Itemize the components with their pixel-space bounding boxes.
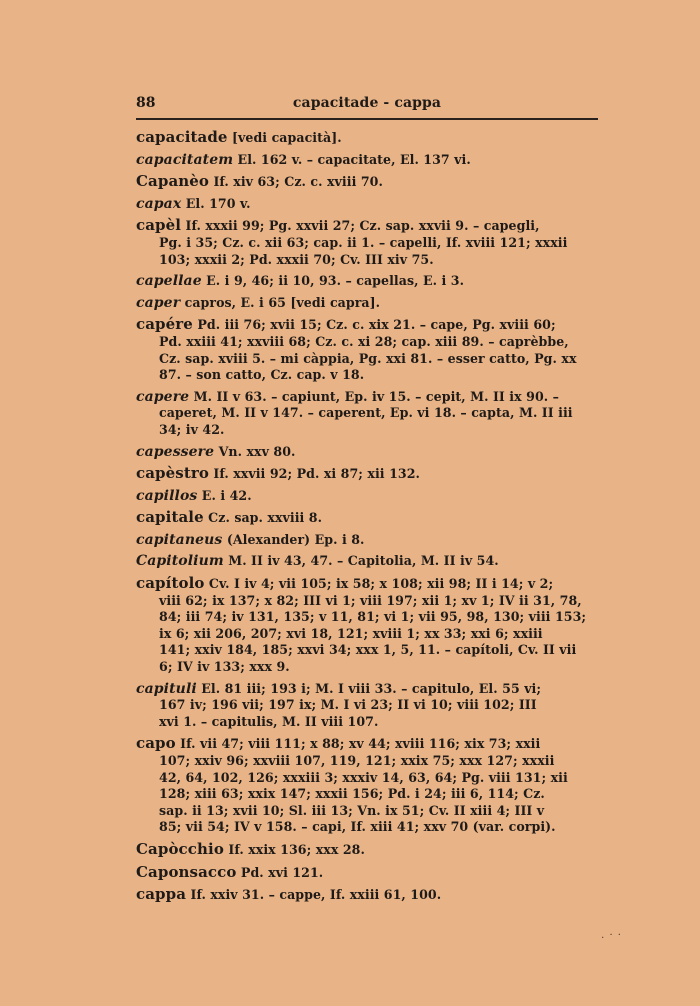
- entry-text-line: 6; IV iv 133; xxx 9.: [159, 659, 290, 675]
- entry-text-line: ix 6; xii 206, 207; xvi 18, 121; xviii 1; xx 33; xxi 6; xxiii: [159, 625, 543, 641]
- entry-text-line: capros, E. i 65 [vedi capra].: [180, 294, 381, 310]
- page-number: 88: [136, 95, 156, 111]
- entry-text-line: Pd. xvi 121.: [236, 864, 324, 880]
- dictionary-entry: [136, 886, 598, 904]
- dictionary-entry: [136, 129, 598, 147]
- entry-headword: capitaneus: [136, 531, 223, 548]
- dictionary-entry: [136, 444, 598, 461]
- dictionary-entry: [136, 575, 598, 676]
- dictionary-entry: [136, 196, 598, 213]
- dictionary-entry: [136, 173, 598, 191]
- entry-headword: Capitolium: [136, 553, 224, 570]
- entry-headword: cappa: [136, 885, 187, 904]
- entry-text-line: 87. – son catto, Cz. cap. v 18.: [159, 367, 365, 383]
- entry-text-line: E. i 42.: [197, 487, 252, 503]
- entry-headword: caper: [136, 294, 181, 311]
- entry-text-line: caperet, M. II v 147. – caperent, Ep. vi 18. – capta, M. II iii: [159, 405, 573, 421]
- entry-headword: capitale: [136, 508, 204, 527]
- entry-text-line: Cv. I iv 4; vii 105; ix 58; x 108; xii 98; II i 14; v 2;: [204, 576, 554, 592]
- entry-text-line: (Alexander) Ep. i 8.: [222, 531, 365, 547]
- entry-text-line: Cz. sap. xviii 5. – mi càppia, Pg. xxi 81. – esser catto, Pg. xx: [159, 350, 577, 366]
- entry-text-line: xvi 1. – capitulis, M. II viii 107.: [159, 713, 379, 729]
- header-rule: [136, 118, 598, 120]
- entry-headword: capere: [136, 388, 190, 405]
- entry-text-line: 42, 64, 102, 126; xxxiii 3; xxxiv 14, 63, 64; Pg. viii 131; xii: [159, 769, 568, 785]
- entry-text-line: 84; iii 74; iv 131, 135; v 11, 81; vi 1; vii 95, 98, 130; viii 153;: [159, 609, 587, 625]
- entry-text-line: El. 162 v. – capacitate, El. 137 vi.: [233, 151, 471, 167]
- entry-text-line: Vn. xxv 80.: [214, 443, 296, 459]
- entry-headword: Capòcchio: [136, 839, 224, 858]
- entry-text-line: Cz. sap. xxviii 8.: [203, 510, 323, 526]
- entry-headword: capèstro: [136, 464, 209, 483]
- dictionary-entry: [136, 681, 598, 731]
- entry-text-line: If. xiv 63; Cz. c. xviii 70.: [209, 174, 383, 190]
- running-title: capacitade - cappa: [292, 95, 442, 111]
- entry-text-line: E. i 9, 46; ii 10, 93. – capellas, E. i 3.: [201, 273, 465, 289]
- entry-headword: capellae: [136, 273, 202, 290]
- entry-text-line: If. xxiv 31. – cappe, If. xxiii 61, 100.: [186, 887, 442, 903]
- entry-text-line: 34; iv 42.: [159, 421, 225, 437]
- entry-text-line: El. 170 v.: [181, 195, 251, 211]
- entry-text-line: 107; xxiv 96; xxviii 107, 119, 121; xxix 75; xxx 127; xxxii: [159, 753, 555, 768]
- entry-headword: capítolo: [136, 574, 205, 593]
- entry-text-line: If. xxxii 99; Pg. xxvii 27; Cz. sap. xxvii 9. – capegli,: [181, 218, 540, 234]
- dictionary-entry: [136, 316, 598, 383]
- entry-headword: capax: [136, 195, 182, 212]
- entry-headword: capére: [136, 315, 193, 334]
- entry-text-line: Pd. xxiii 41; xxviii 68; Cz. c. xi 28; cap. xiii 89. – caprèbbe,: [159, 333, 569, 349]
- entry-list: [136, 129, 598, 909]
- dictionary-entry: [136, 273, 598, 290]
- entry-text-line: 85; vii 54; IV v 158. – capi, If. xiii 41; xxv 70 (var. corpi).: [159, 819, 556, 835]
- dictionary-entry: [136, 841, 598, 859]
- entry-text-line: 128; xiii 63; xxix 147; xxxii 156; Pd. i 24; iii 6, 114; Cz.: [159, 786, 545, 802]
- entry-text-line: viii 62; ix 137; x 82; III vi 1; viii 197; xii 1; xv 1; IV ii 31, 78,: [159, 592, 582, 608]
- dictionary-entry: [136, 465, 598, 483]
- entry-text-line: El. 81 iii; 193 i; M. I viii 33. – capitulo, El. 55 vi;: [196, 680, 542, 696]
- entry-text-line: If. xxix 136; xxx 28.: [223, 841, 365, 857]
- entry-text-line: If. xxvii 92; Pd. xi 87; xii 132.: [208, 466, 420, 482]
- dictionary-entry: [136, 295, 598, 312]
- dictionary-entry: [136, 152, 598, 169]
- entry-text-line: [vedi capacità].: [227, 130, 342, 145]
- entry-text-line: Pd. iii 76; xvii 15; Cz. c. xix 21. – cape, Pg. xviii 60;: [192, 317, 556, 333]
- dictionary-entry: [136, 735, 598, 836]
- entry-text-line: M. II v 63. – capiunt, Ep. iv 15. – cepit, M. II ix 90. –: [189, 388, 559, 404]
- entry-headword: Capanèo: [136, 172, 210, 191]
- dictionary-entry: [136, 488, 598, 505]
- entry-text-line: M. II iv 43, 47. – Capitolia, M. II iv 54.: [223, 553, 499, 569]
- entry-text-line: Pg. i 35; Cz. c. xii 63; cap. ii 1. – capelli, If. xviii 121; xxxii: [159, 234, 568, 250]
- dictionary-entry: [136, 864, 598, 882]
- scan-speck: . · ·: [601, 930, 622, 941]
- entry-text-line: sap. ii 13; xvii 10; Sl. iii 13; Vn. ix 51; Cv. II xiii 4; III v: [159, 802, 545, 818]
- entry-text-line: If. vii 47; viii 111; x 88; xv 44; xviii 116; xix 73; xxii: [175, 736, 541, 752]
- entry-headword: capo: [136, 734, 176, 753]
- entry-headword: capituli: [136, 680, 197, 697]
- page-header: [136, 95, 598, 115]
- entry-headword: Caponsacco: [136, 862, 237, 881]
- dictionary-entry: [136, 389, 598, 439]
- dictionary-entry: [136, 532, 598, 549]
- dictionary-entry: [136, 553, 598, 570]
- entry-text-line: 103; xxxii 2; Pd. xxxii 70; Cv. III xiv 75.: [159, 251, 434, 267]
- entry-headword: capessere: [136, 443, 215, 460]
- entry-headword: capillos: [136, 487, 198, 504]
- entry-text-line: 167 iv; 196 vii; 197 ix; M. I vi 23; II vi 10; viii 102; III: [159, 697, 537, 713]
- entry-headword: capacitatem: [136, 151, 234, 168]
- dictionary-entry: [136, 217, 598, 268]
- entry-text-line: 141; xxiv 184, 185; xxvi 34; xxx 1, 5, 11. – capítoli, Cv. II vii: [159, 642, 577, 658]
- dictionary-entry: [136, 509, 598, 527]
- entry-headword: capacitade: [136, 128, 228, 146]
- entry-headword: capèl: [136, 216, 182, 235]
